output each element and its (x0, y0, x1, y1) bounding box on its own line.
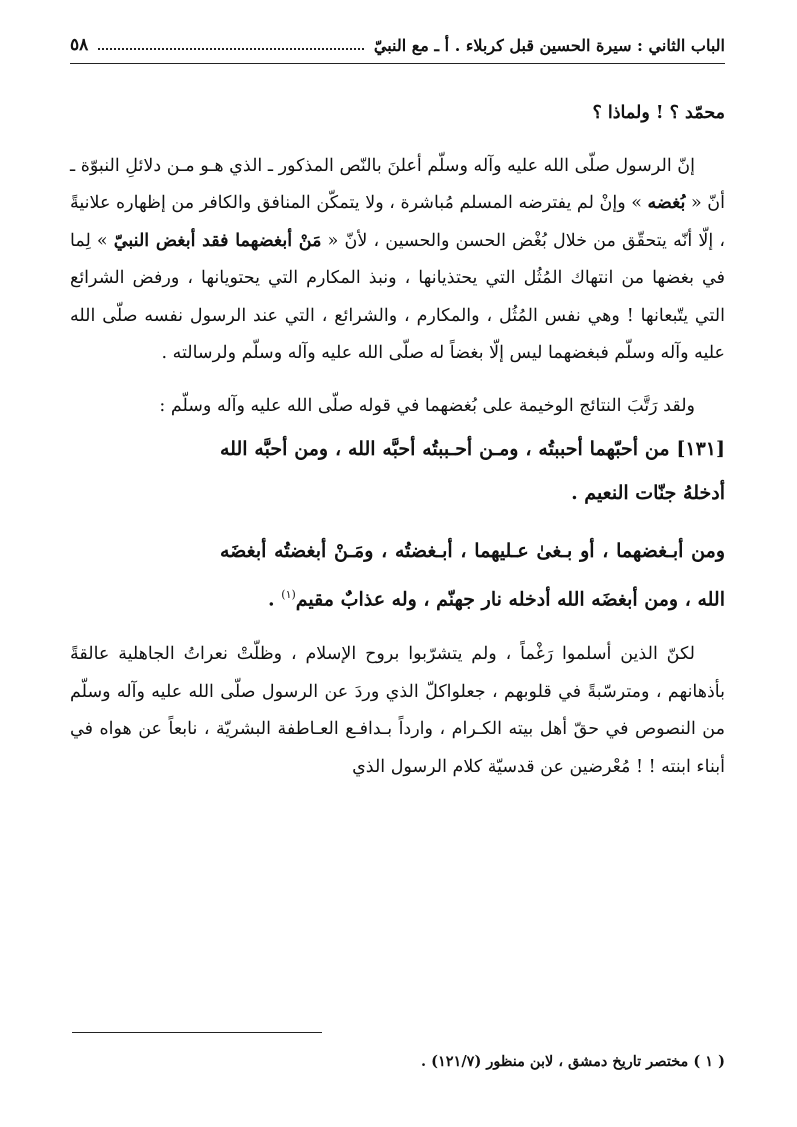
hadith-part-2-end: . (268, 588, 282, 611)
p1-part-a: إنّ الرسول صلّى الله عليه وآله وسلّم أعلنَ بالنّص المذكور ـ الذي هـو مـن دلائلِ النبوّة ـ أنّ « (70, 155, 725, 213)
main-text (70, 95, 725, 786)
footnote-rule (72, 1032, 322, 1033)
p1-emphasis-1: بُغضه (647, 193, 686, 213)
hadith-part-2-text: ومن أبـغضهما ، أو بـغىٰ عـليهما ، أبـغضتُه ، ومَـنْ أبغضتُه أبغضَه الله ، ومن أبغضَه الله أدخله نار جهنّم ، وله عذابٌ مقيم (220, 540, 725, 611)
footnote: ( ١ ) مختصر تاريخ دمشق ، لابن منظور (١٢١/٧) . (421, 1053, 725, 1070)
paragraph-1 (70, 148, 725, 373)
p1-emphasis-2: مَنْ أبغضهما فقد أبغض النبيّ (113, 230, 322, 251)
running-header (70, 30, 725, 60)
p1-part-e: » لِما في بغضها من انتهاك المُثُل التي يحتذيانها ، ونبذ المكارم التي يحتويانها ، ورفض الشرائع التي يتّبعانها ! وهي نفس المُثُل ، والمكارم ، والشرائع ، التي عند الرسول نفسه صلّى الله عليه وآله وسلّم فبغضهما ليس إلّا بغضاً له صلّى الله عليه وآله وسلّم ولرسالته . (70, 230, 725, 363)
leader-dots (98, 48, 364, 50)
page-number: ٥٨ (70, 35, 89, 55)
header-rule (70, 63, 725, 64)
paragraph-2: ولقد رَتَّبَ النتائج الوخيمة على بُغضهما في قوله صلّى الله عليه وآله وسلّم : (159, 395, 695, 416)
hadith-part-2 (220, 529, 725, 621)
running-title: الباب الثاني : سيرة الحسين قبل كربلاء . أ ـ مع النبيّ (373, 35, 725, 55)
p1-part-c: » وإنْ لم يفترضه المسلم مُباشرة ، ولا يتمكّن المنافق والكافر من إظهاره علانيةً ، إلّا أنّه يتحقّق من خلال بُغْض الحسن والحسين ، لأنّ « (70, 193, 725, 251)
hadith-quote (70, 427, 725, 621)
footnote-marker: (١) (281, 588, 296, 601)
hadith-part-1: [١٣١] من أحبّهما أحببتُه ، ومـن أحـببتُه أحبَّه الله ، ومن أحبَّه الله أدخلهُ جنّات النعيم . (220, 438, 725, 504)
paragraph-3: لكنّ الذين أسلموا رَغْماً ، ولم يتشرّبوا بروح الإسلام ، وظلّتْ نعراتُ الجاهلية عالقةً بأذهانهم ، ومترسّبةً في قلوبهم ، جعلواكلّ الذي وردَ عن الرسول صلّى الله عليه وآله وسلّم من النصوص في حقّ أهل بيته الكـرام ، وارداً بـدافـع العـاطفة البشريّة ، نابعاً عن هواه في أبناء ابنته ! ! مُعْرضين عن قدسيّة كلام الرسول الذي (70, 644, 725, 777)
intro-line: محمّد ؟ ! ولماذا ؟ (592, 103, 725, 123)
